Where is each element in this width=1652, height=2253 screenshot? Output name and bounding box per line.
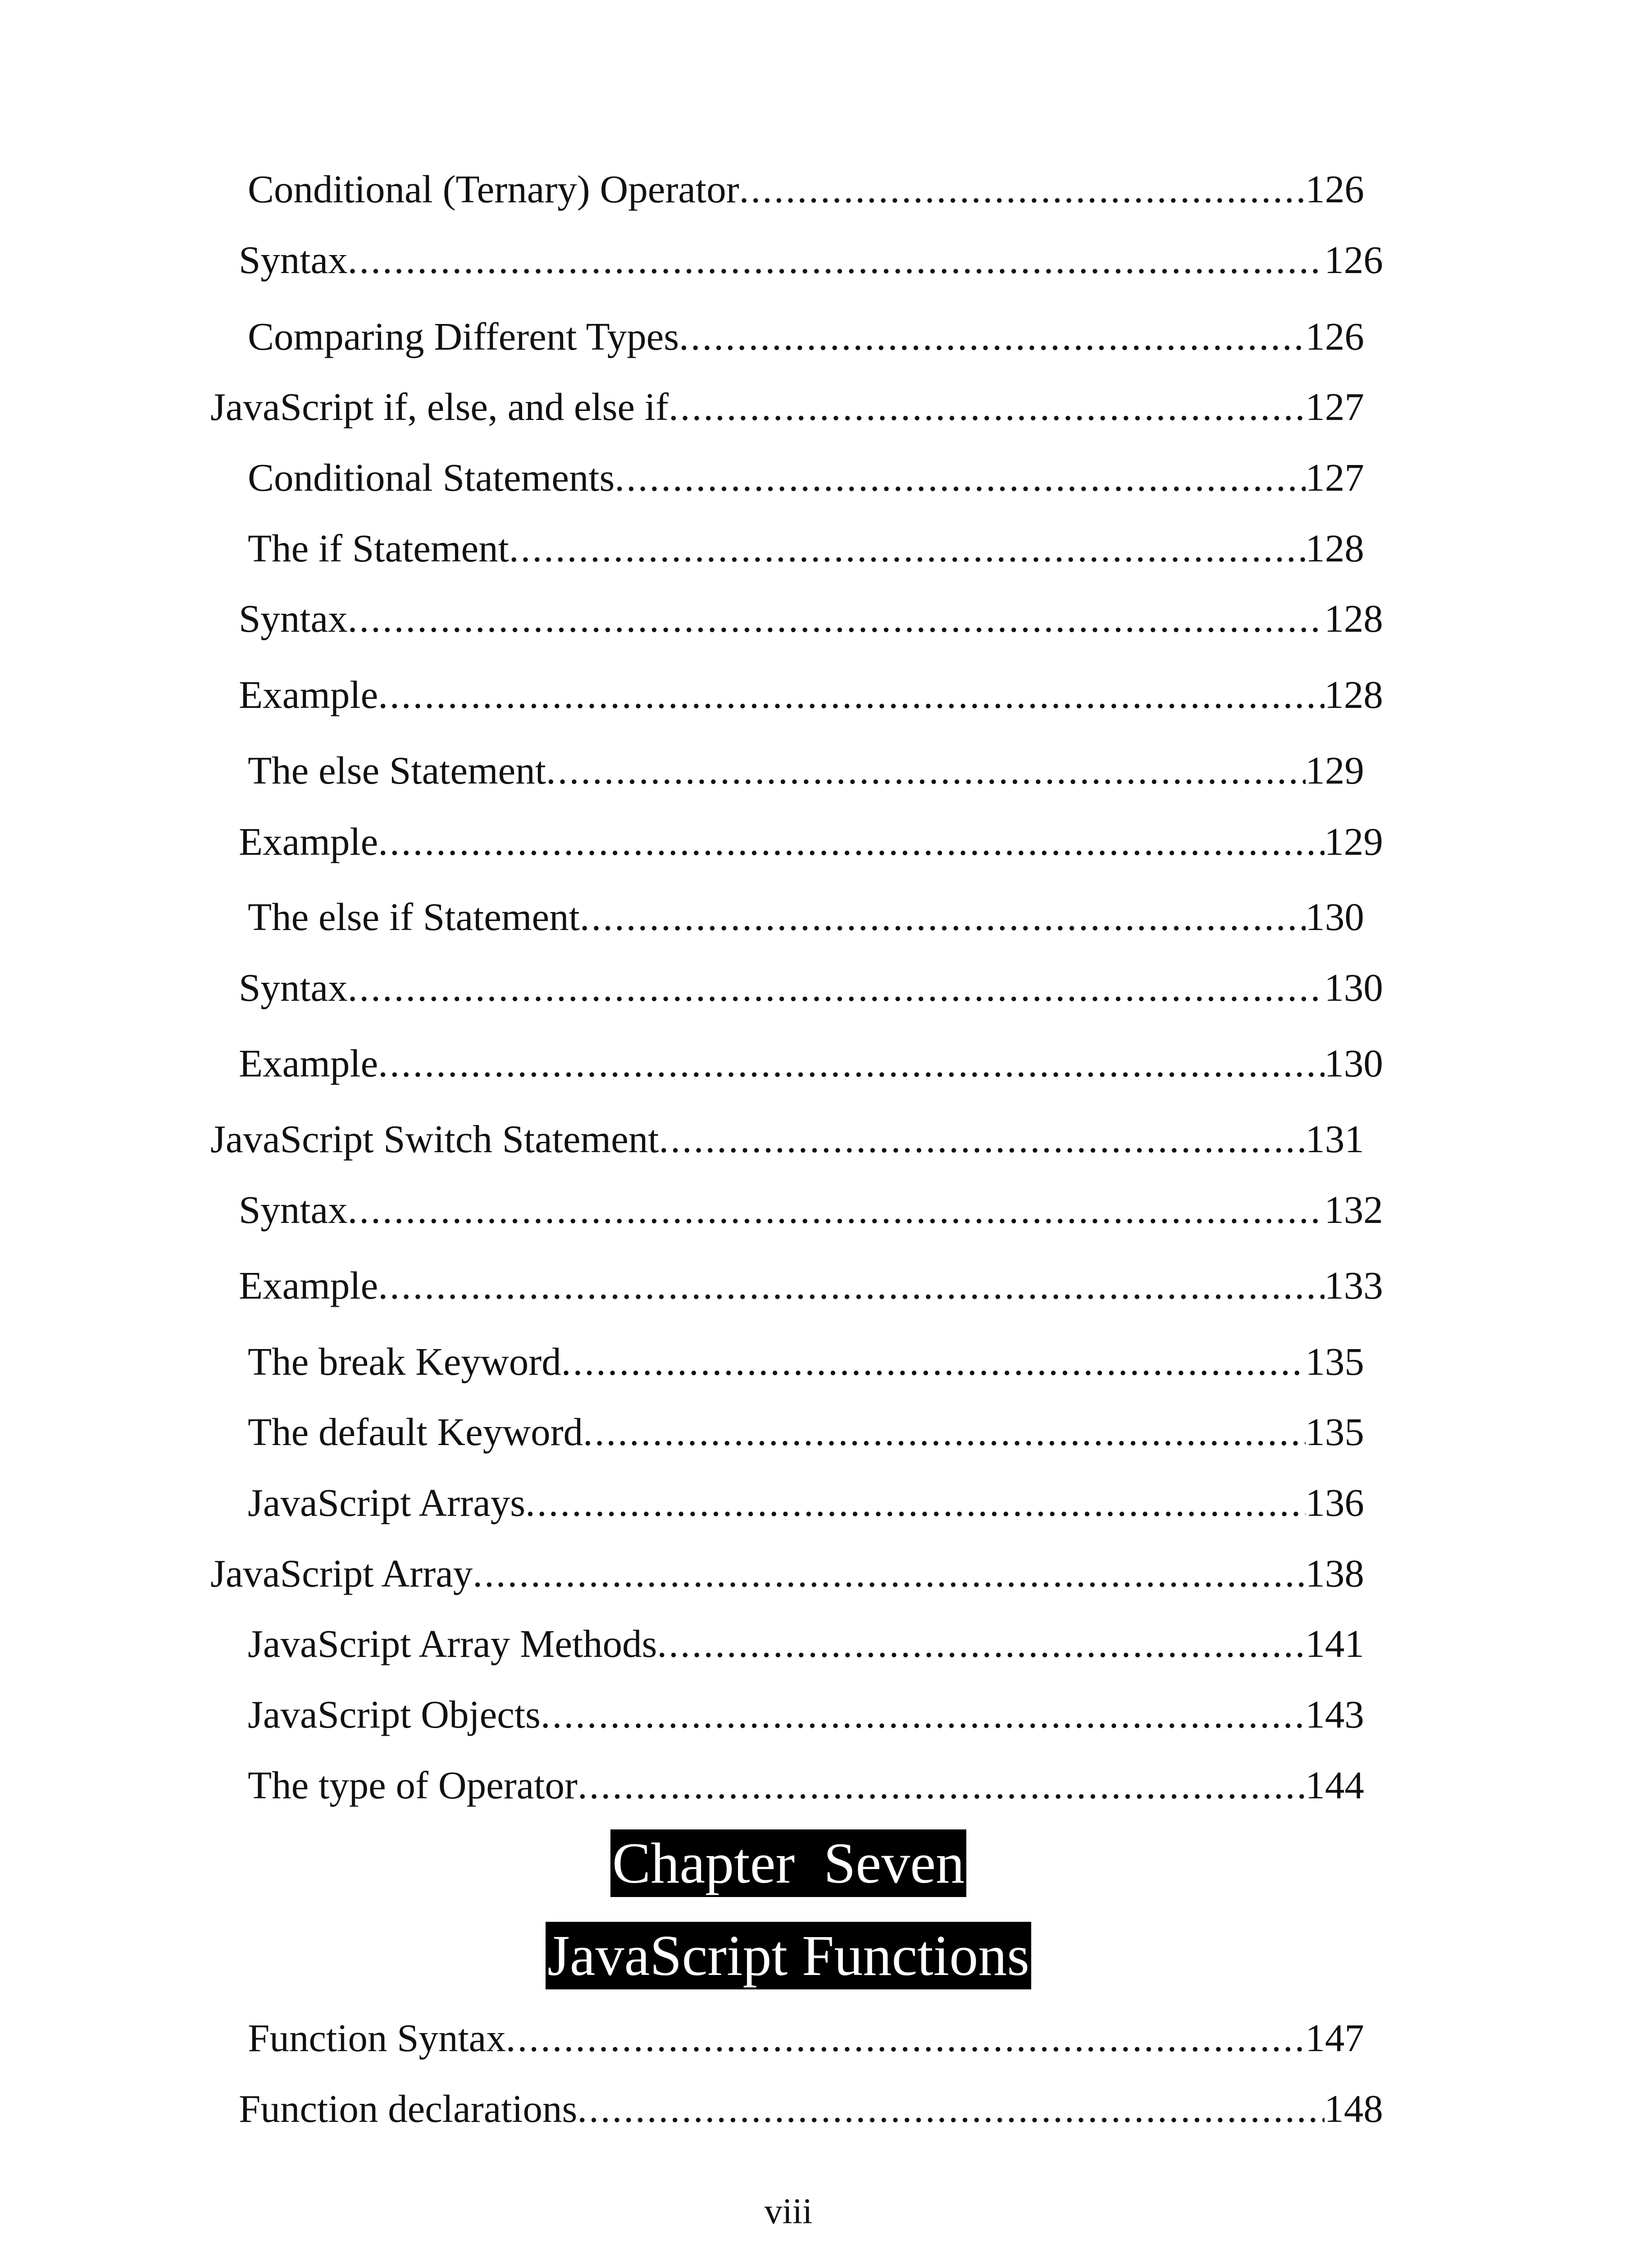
toc-dot-leader	[348, 963, 1324, 1012]
toc-entry	[248, 892, 1364, 942]
toc-entry	[239, 594, 1383, 643]
toc-entry-title: JavaScript Switch Statement	[210, 1117, 659, 1161]
toc-entry	[248, 1760, 1364, 1810]
toc-entry	[248, 1690, 1364, 1739]
toc-dot-leader	[525, 1478, 1305, 1528]
toc-dot-leader	[739, 164, 1306, 214]
toc-dot-leader	[614, 453, 1305, 502]
toc-dot-leader	[577, 2084, 1324, 2134]
toc-entry-title: The if Statement	[248, 526, 509, 570]
toc-entry	[248, 524, 1364, 573]
toc-entry	[248, 1619, 1364, 1669]
toc-dot-leader	[583, 1407, 1305, 1457]
toc-entry-title: The else if Statement	[248, 895, 580, 939]
toc-entry	[248, 1478, 1364, 1528]
toc-dot-leader	[348, 1185, 1324, 1235]
toc-entry-title: Comparing Different Types	[248, 315, 679, 358]
toc-entry	[248, 453, 1364, 502]
toc-dot-leader	[669, 382, 1305, 432]
toc-entry-page: 138	[1305, 1551, 1364, 1595]
toc-entry	[248, 164, 1364, 214]
toc-entry-page: 143	[1305, 1692, 1364, 1736]
toc-entry-page: 130	[1305, 895, 1364, 939]
toc-entry-title: Syntax	[239, 238, 348, 282]
toc-entry	[210, 1549, 1364, 1598]
toc-entry	[239, 1261, 1383, 1310]
toc-entry	[239, 2084, 1383, 2134]
chapter-title	[0, 1922, 1577, 1989]
toc-entry-page: 127	[1305, 456, 1364, 499]
toc-dot-leader	[378, 1261, 1324, 1310]
toc-entry-title: Example	[239, 820, 378, 863]
toc-dot-leader	[546, 746, 1306, 795]
toc-entry-page: 136	[1305, 1481, 1364, 1524]
toc-entry-page: 128	[1324, 597, 1383, 640]
toc-dot-leader	[580, 892, 1306, 942]
toc-entry-title: The else Statement	[248, 748, 546, 792]
toc-entry	[248, 2013, 1364, 2063]
toc-entry-page: 144	[1305, 1763, 1364, 1807]
toc-entry-title: Syntax	[239, 597, 348, 640]
toc-dot-leader	[473, 1549, 1305, 1598]
toc-entry	[239, 1185, 1383, 1235]
toc-entry	[210, 382, 1364, 432]
toc-entry-page: 130	[1324, 966, 1383, 1009]
chapter-label-text: Chapter Seven	[610, 1829, 966, 1897]
toc-entry-title: The default Keyword	[248, 1410, 583, 1454]
toc-dot-leader	[378, 1039, 1324, 1088]
toc-entry-title: Example	[239, 1263, 378, 1307]
toc-entry-page: 127	[1305, 385, 1364, 429]
toc-dot-leader	[561, 1337, 1306, 1386]
toc-entry-page: 147	[1305, 2016, 1364, 2060]
toc-entry-title: JavaScript Objects	[248, 1692, 541, 1736]
toc-entry	[248, 1337, 1364, 1386]
toc-dot-leader	[541, 1690, 1306, 1739]
toc-entry-title: Conditional (Ternary) Operator	[248, 167, 739, 211]
toc-entry-page: 135	[1305, 1340, 1364, 1383]
toc-entry-title: The break Keyword	[248, 1340, 561, 1383]
toc-entry	[248, 746, 1364, 795]
toc-entry-page: 129	[1324, 820, 1383, 863]
chapter-title-text: JavaScript Functions	[546, 1922, 1031, 1989]
toc-entry-page: 130	[1324, 1041, 1383, 1085]
toc-entry-page: 135	[1305, 1410, 1364, 1454]
toc-dot-leader	[378, 670, 1324, 720]
toc-dot-leader	[679, 312, 1305, 361]
toc-dot-leader	[657, 1619, 1306, 1669]
toc-entry-page: 131	[1305, 1117, 1364, 1161]
toc-dot-leader	[659, 1114, 1306, 1164]
toc-dot-leader	[378, 817, 1324, 867]
toc-entry	[239, 235, 1383, 285]
toc-entry-title: Example	[239, 673, 378, 716]
toc-entry-title: The type of Operator	[248, 1763, 578, 1807]
toc-entry-page: 128	[1324, 673, 1383, 716]
toc-entry-page: 126	[1324, 238, 1383, 282]
page-number: viii	[764, 2192, 813, 2231]
toc-entry-title: JavaScript Array	[210, 1551, 473, 1595]
toc-dot-leader	[578, 1760, 1306, 1810]
toc-entry	[248, 1407, 1364, 1457]
toc-entry-page: 132	[1324, 1188, 1383, 1231]
toc-dot-leader	[509, 524, 1306, 573]
toc-entry	[239, 670, 1383, 720]
toc-entry-title: Function Syntax	[248, 2016, 506, 2060]
toc-entry-title: JavaScript Arrays	[248, 1481, 526, 1524]
toc-entry-page: 126	[1305, 167, 1364, 211]
toc-dot-leader	[348, 594, 1324, 643]
toc-entry	[239, 963, 1383, 1012]
toc-entry	[210, 1114, 1364, 1164]
toc-entry-title: Example	[239, 1041, 378, 1085]
toc-dot-leader	[506, 2013, 1306, 2063]
toc-entry	[248, 312, 1364, 361]
toc-entry-page: 141	[1305, 1622, 1364, 1665]
toc-entry-title: Conditional Statements	[248, 456, 615, 499]
toc-entry-title: Function declarations	[239, 2087, 578, 2130]
chapter-label	[0, 1829, 1577, 1897]
toc-entry-page: 128	[1305, 526, 1364, 570]
toc-entry-title: Syntax	[239, 1188, 348, 1231]
toc-entry-page: 133	[1324, 1263, 1383, 1307]
toc-entry	[239, 817, 1383, 867]
toc-entry-page: 129	[1305, 748, 1364, 792]
toc-dot-leader	[348, 235, 1324, 285]
toc-entry-title: Syntax	[239, 966, 348, 1009]
toc-entry-title: JavaScript if, else, and else if	[210, 385, 669, 429]
toc-entry-title: JavaScript Array Methods	[248, 1622, 657, 1665]
toc-entry-page: 126	[1305, 315, 1364, 358]
toc-entry-page: 148	[1324, 2087, 1383, 2130]
toc-entry	[239, 1039, 1383, 1088]
